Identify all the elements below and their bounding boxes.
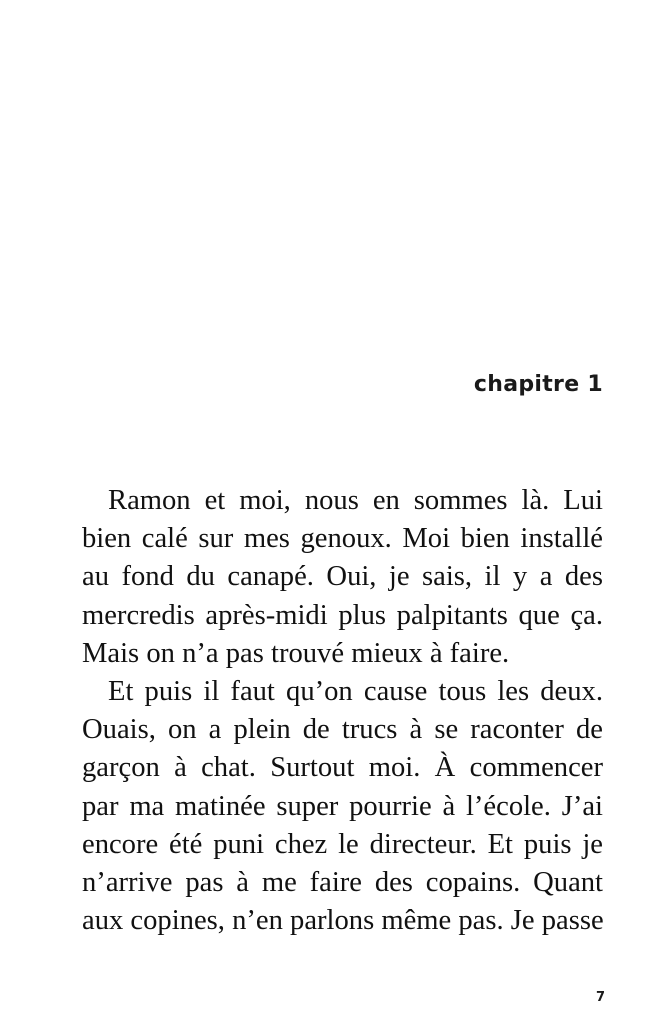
text-line: garçon à chat. Surtout moi. À commencer [82, 752, 603, 784]
text-line: Ouais, on a plein de trucs à se raconter de [82, 714, 603, 746]
text-line: Ramon et moi, nous en sommes là. Lui [108, 485, 603, 516]
text-line: aux copines, n’en parlons même pas. Je passe [82, 905, 604, 937]
text-line: n’arrive pas à me faire des copains. Quant [82, 866, 603, 898]
chapter-heading: chapitre 1 [473, 372, 603, 397]
text-line: encore été puni chez le directeur. Et puis je [82, 828, 603, 860]
page-number: 7 [595, 990, 605, 1005]
text-line: par ma matinée super pourrie à l’école. J’ai [82, 790, 603, 822]
paragraph-2 [82, 673, 603, 940]
text-line: Mais on n’a pas trouvé mieux à faire. [82, 637, 510, 669]
text-line: Et puis il faut qu’on cause tous les deux. [108, 675, 603, 707]
text-line: bien calé sur mes genoux. Moi bien installé [82, 523, 603, 555]
text-line: au fond du canapé. Oui, je sais, il y a des [82, 561, 603, 593]
text-line: mercredis après-midi plus palpitants que ça. [82, 599, 603, 631]
body-text [82, 482, 603, 940]
paragraph-1 [82, 482, 603, 673]
